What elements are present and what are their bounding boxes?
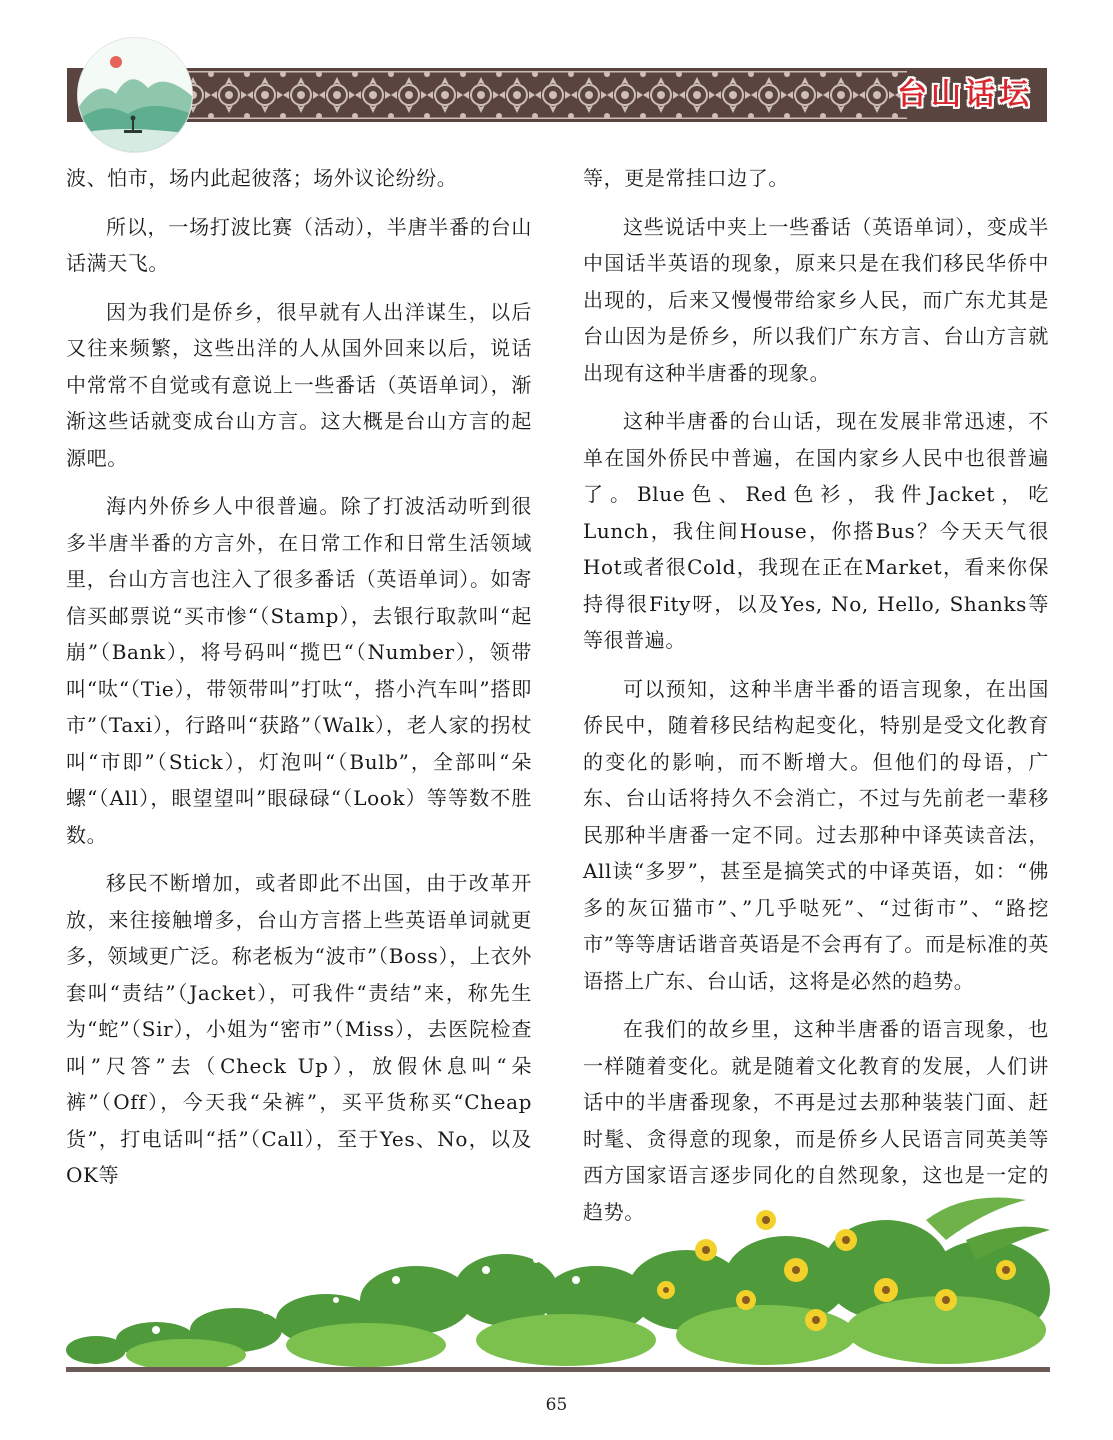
paragraph: 这种半唐番的台山话，现在发展非常迅速，不单在国外侨民中普遍，在国内家乡人民中也很普遍了。Blue色、Red色衫，我件Jacket，吃Lunch，我住间House，你搭Bus？今天天气很Hot或者很Cold，我现在正在Market，看来你保持得很Fity呀，以及Yes, No, Hello, Shanks等等很普遍。 xyxy=(583,409,1049,652)
paragraph: 可以预知，这种半唐半番的语言现象，在出国侨民中，随着移民结构起变化，特别是受文化教育的变化的影响，而不断增大。但他们的母语，广东、台山话将持久不会消亡，不过与先前老一辈移民那种半唐番一定不同。过去那种中译英读音法，All读“多罗”，甚至是搞笑式的中译英语，如：“佛多的灰冚猫市”、”几乎哒死”、“过街市”、“路挖市”等等唐话谐音英语是不会再有了。而是标准的英语搭上广东、台山话，这将是必然的趋势。 xyxy=(583,676,1049,993)
right-column xyxy=(583,160,1049,1242)
section-title: 台山话坛 xyxy=(897,77,1033,112)
page-number: 65 xyxy=(545,1395,568,1415)
paragraph: 这些说话中夹上一些番话（英语单词），变成半中国话半英语的现象，原来只是在我们移民华侨中出现的，后来又慢慢带给家乡人民，而广东尤其是台山因为是侨乡，所以我们广东方言、台山方言就出现有这种半唐番的现象。 xyxy=(583,214,1049,385)
header-banner xyxy=(67,68,1047,122)
plants-illustration xyxy=(66,1180,1050,1380)
paragraph: 等，更是常挂口边了。 xyxy=(583,166,789,190)
paragraph: 移民不断增加，或者即此不出国，由于改革开放，来往接触增多，台山方言搭上些英语单词就更多，领域更广泛。称老板为“波市”（Boss），上衣外套叫“责结”（Jacket），可我件“责结”来，称先生为“蛇”（Sir），小姐为“密市”（Miss），去医院检查叫”尺答”去（Check Up），放假休息叫“朵裤”（Off），今天我“朵裤”，买平货称买“Cheap货”，打电话叫“括”（Call），至于Yes、No，以及OK等 xyxy=(66,871,532,1187)
left-column xyxy=(66,160,532,1206)
paragraph: 所以，一场打波比赛（活动），半唐半番的台山话满天飞。 xyxy=(66,214,532,275)
paragraph: 海内外侨乡人中很普遍。除了打波活动听到很多半唐半番的方言外，在日常工作和日常生活领域里，台山方言也注入了很多番话（英语单词）。如寄信买邮票说“买市惨“（Stamp），去银行取款叫“起崩”（Bank），将号码叫“揽巴“（Number），领带叫“呔“（Tie），带领带叫”打呔“，搭小汽车叫”搭即市”（Taxi），行路叫“获路”（Walk），老人家的拐杖叫“市即”（Stick），灯泡叫“（Bulb”，全部叫“朵螺“（All），眼望望叫”眼碌碌“（Look）等等数不胜数。 xyxy=(66,494,532,847)
paragraph: 在我们的故乡里，这种半唐番的语言现象，也一样随着变化。就是随着文化教育的发展，人们讲话中的半唐番现象，不再是过去那种装装门面、赶时髦、贪得意的现象，而是侨乡人民语言同英美等西方国家语言逐步同化的自然现象，这也是一定的趋势。 xyxy=(583,1017,1049,1224)
paragraph: 因为我们是侨乡，很早就有人出洋谋生，以后又往来频繁，这些出洋的人从国外回来以后，说话中常常不自觉或有意说上一些番话（英语单词），渐渐这些话就变成台山方言。这大概是台山方言的起源吧。 xyxy=(66,299,532,470)
paragraph: 波、怕市，场内此起彼落；场外议论纷纷。 xyxy=(66,166,458,190)
landscape-emblem xyxy=(78,38,192,152)
footer-rule xyxy=(66,1367,1050,1372)
